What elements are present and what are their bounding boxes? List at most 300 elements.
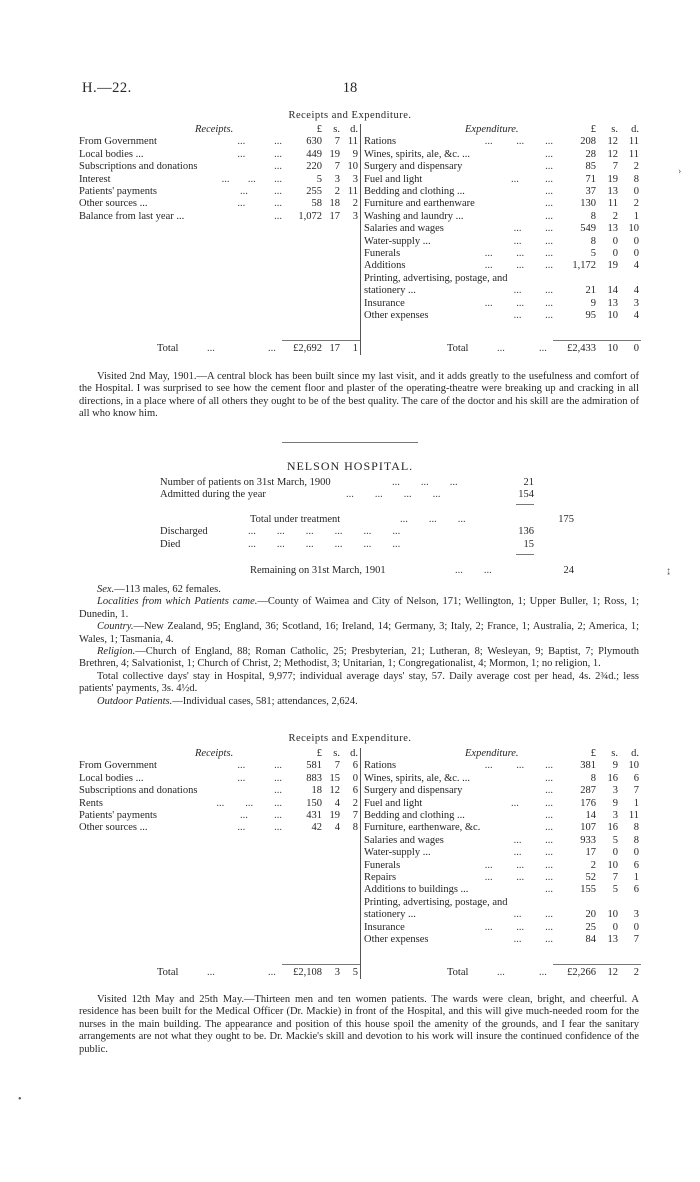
expenditure-amount-pence: 4 [633,260,639,272]
dots: ... ... ... [484,859,553,871]
outdoor-label: Outdoor Patients. [97,695,173,707]
expenditure-amount-pounds: 8 [590,235,596,247]
document-code: H.—22. [82,80,132,96]
expenditure-amount-shillings: 19 [607,260,618,272]
receipt-row [79,211,359,223]
expenditure-amount-pounds: 21 [585,285,596,297]
dots: ... ... [513,934,553,945]
margin-mark: › [678,166,682,177]
dots: ... [207,343,215,354]
expenditure-amount-pounds: 381 [580,760,596,772]
expenditure-amount-shillings: 16 [607,822,618,834]
expenditure-amount-shillings: 3 [612,785,618,797]
receipt-label: Local bodies ... [79,772,144,784]
dots: ... [497,967,505,978]
receipts-total-label: Total [157,967,179,978]
expenditure-amount-shillings: 7 [612,872,618,883]
expenditure-label: Rations [364,136,397,148]
expenditure-label: Other expenses [364,934,429,945]
expenditure-label: Additions [364,260,406,272]
expenditure-amount-shillings: 13 [607,934,618,945]
expenditure-amount-shillings: 0 [612,248,618,259]
expenditure-unit-shillings: s. [611,748,618,759]
receipt-row [79,186,359,198]
total-treatment-value: 175 [558,514,574,525]
dots: ... [545,198,553,210]
receipts-total-pounds: £2,108 [293,967,322,978]
dots: ... [539,343,547,354]
dots: ... [207,967,215,978]
dots: ... ... [513,847,553,859]
receipts-total-pence: 5 [352,967,358,978]
expenditure-amount-pounds: 37 [585,186,596,197]
country-label: Country. [97,621,134,633]
dots: ... ... [240,810,282,821]
expenditure-amount-pence: 11 [628,136,639,148]
expenditure-amount-pence: 0 [633,235,639,247]
expenditure-amount-shillings: 10 [607,859,618,871]
expenditure-amount-pence: 6 [633,859,639,871]
receipt-amount-pounds: 883 [306,772,322,784]
expenditure-total-rule [553,340,641,341]
expenditure-amount-shillings: 9 [612,760,618,772]
dots: ... ... ... ... ... ... [248,526,401,538]
remaining-value: 24 [563,565,574,576]
dots: ... [545,210,553,222]
dots: ... [545,772,553,784]
expenditure-label: Funerals [364,859,401,871]
expenditure-total-shillings: 12 [607,967,618,978]
expenditure-amount-pence: 6 [633,772,639,784]
localities-text: —County of Waimea and City of Nelson, 171; Wellington, 1; Upper Buller, 1; Ross, 1; Dunedin, 1. [79,596,639,620]
dots: ... ... ... ... ... ... [248,538,401,550]
dots: ... ... [237,822,282,834]
expenditure-label: Surgery and dispensary [364,161,463,173]
expenditure-amount-pence: 0 [633,921,639,933]
receipt-row [79,198,359,210]
dots: ... ... [237,760,282,772]
receipts-total-shillings: 3 [334,967,340,978]
patients-start-label: Number of patients on 31st March, 1900 [160,477,331,488]
receipt-amount-pounds: 18 [311,785,322,797]
dots: ... ... [240,186,282,197]
expenditure-amount-pounds: 85 [585,161,596,173]
receipt-amount-pence: 10 [347,161,358,173]
receipt-amount-shillings: 12 [329,785,340,797]
expenditure-amount-pence: 11 [628,148,639,160]
receipts-total-row [79,967,359,979]
admitted-label: Admitted during the year [160,489,266,501]
expenditure-amount-pence: 1 [633,872,639,883]
outdoor-line [79,696,639,708]
expenditure-amount-pounds: 287 [580,785,596,797]
receipt-row [79,785,359,797]
expenditure-amount-shillings: 0 [612,235,618,247]
expenditure-amount-pence: 8 [633,173,639,185]
section2-receipts-column [79,748,359,979]
section2-heading [0,733,700,744]
section1-financial-table [79,124,641,360]
receipt-amount-shillings: 3 [334,173,340,185]
expenditure-amount-pounds: 14 [585,810,596,821]
expenditure-row [361,810,642,822]
expenditure-amount-pounds: 130 [580,198,596,210]
receipt-amount-pence: 7 [352,810,358,821]
receipts-unit-pounds: £ [316,124,322,135]
expenditure-amount-shillings: 12 [607,136,618,148]
expenditure-row [361,260,642,272]
expenditure-row [361,149,642,161]
expenditure-row [361,760,642,772]
expenditure-amount-shillings: 0 [612,921,618,933]
receipt-amount-pounds: 1,072 [298,210,322,222]
receipt-amount-shillings: 17 [329,210,340,222]
receipt-amount-shillings: 18 [329,198,340,210]
receipt-amount-shillings: 4 [334,797,340,809]
expenditure-amount-pounds: 933 [580,834,596,846]
receipt-row [79,149,359,161]
expenditure-amount-shillings: 5 [612,834,618,846]
expenditure-amount-shillings: 14 [607,285,618,297]
expenditure-row [361,223,642,235]
expenditure-amount-pence: 0 [633,186,639,197]
expenditure-amount-pounds: 208 [580,136,596,148]
expenditure-amount-pence: 1 [633,797,639,809]
receipts-total-row [79,343,359,355]
dots: ... ... ... ... [346,489,441,501]
receipts-total-pence: 1 [352,343,358,354]
receipts-unit-pounds: £ [316,748,322,759]
died-value: 15 [523,538,534,550]
expenditure-amount-pounds: 1,172 [572,260,596,272]
admitted-row [160,489,580,501]
expenditure-amount-pounds: 155 [580,884,596,896]
expenditure-amount-pounds: 2 [590,859,596,871]
expenditure-row [361,161,642,173]
expenditure-row [361,211,642,223]
receipt-amount-pounds: 58 [311,198,322,210]
remaining-label: Remaining on 31st March, 1901 [250,565,386,576]
expenditure-row [361,922,642,934]
expenditure-row [361,248,642,260]
expenditure-amount-pounds: 84 [585,934,596,945]
expenditure-total-label: Total [447,343,469,354]
receipt-label: From Government [79,136,157,148]
expenditure-row [361,773,642,785]
expenditure-amount-shillings: 10 [607,909,618,921]
receipt-amount-pence: 2 [352,198,358,210]
expenditure-label: stationery ... [364,285,416,297]
expenditure-amount-pence: 10 [628,760,639,772]
expenditure-label: Water-supply ... [364,235,431,247]
dots: ... ... [513,909,553,921]
expenditure-amount-shillings: 16 [607,772,618,784]
receipt-amount-shillings: 2 [334,186,340,197]
expenditure-total-row [361,967,642,979]
discharged-value: 136 [518,526,534,538]
expenditure-amount-shillings: 5 [612,884,618,896]
receipt-label: Other sources ... [79,198,148,210]
expenditure-unit-pence: d. [631,748,639,759]
expenditure-amount-shillings: 7 [612,161,618,173]
expenditure-amount-pence: 4 [633,310,639,321]
dots: ... ... [237,772,282,784]
receipt-amount-pence: 6 [352,785,358,797]
receipt-amount-shillings: 7 [334,136,340,148]
discharged-label: Discharged [160,526,208,538]
expenditure-row [361,785,642,797]
receipts-unit-pence: d. [350,748,358,759]
expenditure-row [361,835,642,847]
dots: ... [545,822,553,834]
expenditure-title: Expenditure. [465,748,519,759]
expenditure-amount-pence: 3 [633,909,639,921]
expenditure-amount-shillings: 12 [607,148,618,160]
receipt-amount-shillings: 7 [334,760,340,772]
expenditure-row [361,198,642,210]
receipts-unit-shillings: s. [333,124,340,135]
total-treatment-row [160,514,580,526]
receipt-amount-pounds: 630 [306,136,322,148]
receipt-row [79,810,359,822]
receipt-amount-pounds: 220 [306,161,322,173]
expenditure-amount-pence: 4 [633,285,639,297]
receipt-label: Subscriptions and donations [79,785,198,797]
expenditure-row [361,236,642,248]
expenditure-amount-pence: 2 [633,161,639,173]
expenditure-amount-shillings: 13 [607,223,618,235]
receipt-label: Interest [79,173,111,185]
margin-mark: • [18,1094,22,1105]
sum-rule [516,554,534,555]
remaining-row [160,565,580,577]
receipt-amount-pence: 0 [352,772,358,784]
expenditure-total-shillings: 10 [607,343,618,354]
dots: ... ... ... [484,136,553,148]
expenditure-amount-pounds: 8 [590,772,596,784]
receipt-label: From Government [79,760,157,772]
dots: ... ... ... [216,797,282,809]
receipt-amount-pounds: 581 [306,760,322,772]
section1-receipts-column [79,124,359,355]
expenditure-label: Water-supply ... [364,847,431,859]
section2-expenditure-column [360,748,642,979]
section-divider [282,442,418,443]
dots: ... [274,785,282,797]
expenditure-unit-pence: d. [631,124,639,135]
visit1-text: Visited 2nd May, 1901.—A central block has been built since my last visit, and it adds greatly to the usefulness and comfort of the Hospital. I was surprised to see how the cement floor and plaster of the operating-theatre were breaking up and cracking in all directions, in a place where of all others they ought to be of the best quality. The care of the doctor and his skill are the admiration of all who know him. [79,371,639,420]
country-line [79,621,639,646]
dots: ... [545,186,553,197]
expenditure-amount-pounds: 5 [590,248,596,259]
expenditure-amount-shillings: 0 [612,847,618,859]
expenditure-amount-pounds: 20 [585,909,596,921]
visit2-paragraph [79,994,639,1056]
total-treatment-label: Total under treatment [250,514,341,525]
patient-statistics [160,477,580,587]
receipt-label: Rents [79,797,103,809]
expenditure-amount-shillings: 19 [607,173,618,185]
expenditure-amount-pounds: 71 [585,173,596,185]
receipt-amount-pence: 11 [347,186,358,197]
section1-heading-text: Receipts and Expenditure. [288,110,412,121]
receipts-total-rule [282,964,360,965]
dots: ... [268,967,276,978]
expenditure-amount-pounds: 8 [590,210,596,222]
dots: ... ... [511,173,553,185]
country-text: —New Zealand, 95; England, 36; Scotland, 16; Ireland, 14; Germany, 3; Italy, 2; France, 1; Australia, 2; America, 1; Wales, 1; Tasmania, 4. [79,621,639,645]
expenditure-amount-shillings: 11 [607,198,618,210]
expenditure-label: Funerals [364,248,401,259]
expenditure-row [361,298,642,310]
expenditure-amount-pounds: 176 [580,797,596,809]
expenditure-unit-pounds: £ [590,124,596,135]
expenditure-amount-pence: 7 [633,785,639,797]
stay-line: Total collective days' stay in Hospital, 9,977; individual average days' stay, 57. Daily average cost per head, 4s. 2¾d.; less patients' payments, 3s. 4½d. [79,670,639,695]
visit2-text: Visited 12th May and 25th May.—Thirteen men and ten women patients. The wards were clean, bright, and cheerful. A residence has been built for the Medical Officer (Dr. Mackie) in front of the Hospital, and this will give much-needed room for the nurses in the main building. The appearance and position of this house spoil the amenity of the grounds, and I fear the sanitary arrangements are not what they ought to be. Dr. Mackie's skill and devotion to his work will insure the continued confidence of the public. [79,994,639,1055]
discharged-row [160,526,580,538]
receipt-amount-pence: 2 [352,797,358,809]
expenditure-row [361,847,642,859]
expenditure-amount-pounds: 25 [585,921,596,933]
dots: ... ... ... [484,297,553,309]
expenditure-label: Furniture and earthenware [364,198,475,210]
expenditure-total-pence: 2 [633,967,639,978]
expenditure-amount-pounds: 9 [590,297,596,309]
dots: ... [545,161,553,173]
receipt-label: Other sources ... [79,822,148,834]
receipt-row [79,174,359,186]
expenditure-label: Salaries and wages [364,223,444,235]
receipt-label: Patients' payments [79,810,158,821]
receipt-row [79,798,359,810]
receipts-unit-shillings: s. [333,748,340,759]
receipt-amount-shillings: 4 [334,822,340,834]
expenditure-title: Expenditure. [465,124,519,135]
dots: ... [539,967,547,978]
receipt-label: Subscriptions and donations [79,161,198,173]
expenditure-row [361,872,642,884]
receipt-row [79,161,359,173]
expenditure-label: Bedding and clothing ... [364,810,465,821]
expenditure-amount-shillings: 9 [612,797,618,809]
expenditure-amount-pence: 8 [633,822,639,834]
dots: ... [274,210,282,222]
dots: ... ... ... [221,173,282,185]
receipt-amount-pence: 6 [352,760,358,772]
expenditure-amount-shillings: 13 [607,186,618,197]
dots: ... ... [513,235,553,247]
dots: ... ... [237,198,282,210]
expenditure-amount-shillings: 2 [612,210,618,222]
expenditure-amount-shillings: 13 [607,297,618,309]
expenditure-label: Additions to buildings ... [364,884,469,896]
receipts-unit-pence: d. [350,124,358,135]
expenditure-amount-pence: 10 [628,223,639,235]
nelson-hospital-title: NELSON HOSPITAL. [286,459,414,473]
expenditure-amount-pence: 2 [633,198,639,210]
receipts-total-pounds: £2,692 [293,343,322,354]
receipt-row [79,136,359,148]
dots: ... [545,884,553,896]
section2-heading-text: Receipts and Expenditure. [288,733,412,744]
expenditure-amount-pounds: 28 [585,148,596,160]
expenditure-label: Other expenses [364,310,429,321]
receipt-amount-pounds: 449 [306,148,322,160]
dots: ... ... [513,285,553,297]
patients-start-row [160,477,580,489]
dots: ... ... ... [392,477,458,488]
section1-expenditure-column [360,124,642,355]
expenditure-row [361,136,642,148]
receipts-total-shillings: 17 [329,343,340,354]
page-number: 18 [342,80,358,96]
expenditure-row [361,860,642,872]
dots: ... [545,810,553,821]
expenditure-amount-pence: 3 [633,297,639,309]
expenditure-amount-pence: 0 [633,248,639,259]
expenditure-label: stationery ... [364,909,416,921]
receipt-amount-shillings: 19 [329,810,340,821]
religion-line [79,646,639,671]
section1-heading [0,110,700,121]
receipt-amount-pounds: 255 [306,186,322,197]
expenditure-row [361,822,642,834]
expenditure-amount-pounds: 95 [585,310,596,321]
margin-mark: ↨ [666,566,671,577]
section2-financial-table [79,748,641,984]
localities-label: Localities from which Patients came. [97,596,258,608]
expenditure-total-pence: 0 [633,343,639,354]
receipt-amount-pounds: 431 [306,810,322,821]
admitted-value: 154 [518,489,534,501]
localities-line [79,596,639,621]
expenditure-amount-pounds: 549 [580,223,596,235]
dots: ... ... [513,834,553,846]
receipt-amount-shillings: 7 [334,161,340,173]
expenditure-amount-pence: 7 [633,934,639,945]
receipt-label: Balance from last year ... [79,210,185,222]
expenditure-row [361,174,642,186]
expenditure-row [361,285,642,297]
sum-rule [516,504,534,505]
expenditure-label: Washing and laundry ... [364,210,464,222]
receipt-amount-pounds: 5 [316,173,322,185]
expenditure-row [361,897,642,909]
expenditure-label: Wines, spirits, ale, &c. ... [364,772,471,784]
receipts-title: Receipts. [195,124,234,135]
expenditure-label: Fuel and light [364,173,423,185]
receipt-amount-pence: 11 [347,136,358,148]
dots: ... ... [513,310,553,321]
died-row [160,539,580,551]
religion-text: —Church of England, 88; Roman Catholic, 25; Presbyterian, 21; Lutheran, 8; Wesleyan, 9; Baptist, 7; Plymouth Brethren, 4; Salvationist, 1; Church of Christ, 2; Methodist, 3; Unitarian, 1; Congregationalist, 4; Mormon, 1; no religion, 1. [79,646,639,670]
receipt-amount-pounds: 42 [311,822,322,834]
expenditure-amount-shillings: 10 [607,310,618,321]
receipts-total-rule [282,340,360,341]
expenditure-total-pounds: £2,266 [567,967,596,978]
receipts-total-label: Total [157,343,179,354]
expenditure-label: Insurance [364,297,405,309]
patients-start-value: 21 [523,477,534,488]
receipt-amount-pence: 8 [352,822,358,834]
sex-label: Sex. [97,584,115,595]
expenditure-label: Surgery and dispensary [364,785,463,797]
dots: ... ... ... [484,872,553,883]
outdoor-text: —Individual cases, 581; attendances, 2,624. [172,695,358,707]
receipt-amount-shillings: 19 [329,148,340,160]
dots: ... ... [237,136,282,148]
